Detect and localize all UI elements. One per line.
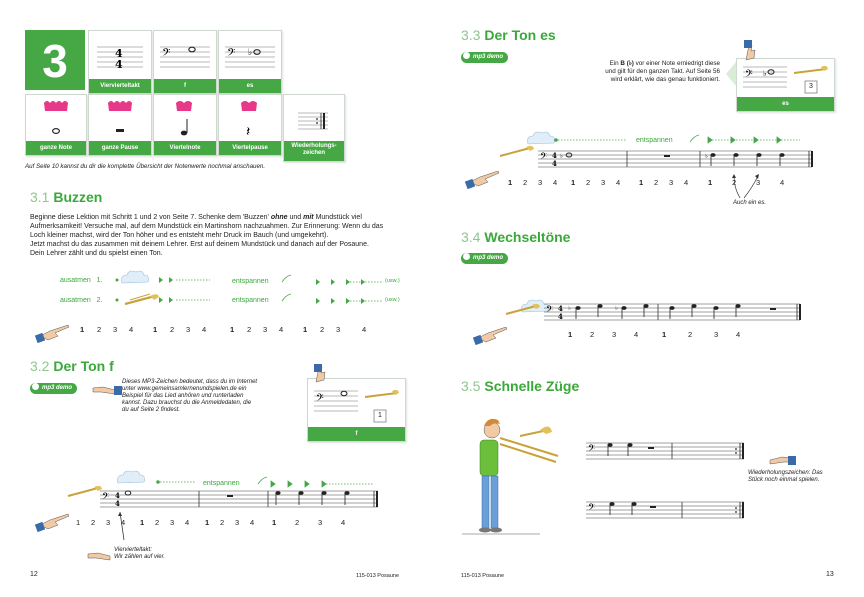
section-3-3-heading: 3.3 Der Ton es — [461, 27, 556, 43]
auch-ein-es-note: Auch ein es. — [733, 200, 767, 206]
svg-text:𝄢: 𝄢 — [745, 68, 753, 82]
buzz-row1-label: ausatmen 1. — [60, 277, 103, 284]
card-label: es — [737, 97, 834, 111]
mp3-demo-badge[interactable]: mp3 demo — [461, 253, 508, 264]
overview-caption: Auf Seite 10 kannst du dir die komplette Übersicht der Notenwerte nochmal anschauen. — [25, 163, 266, 170]
svg-text:4: 4 — [115, 499, 120, 508]
repeat-sign-note: Wiederholungszeichen: Das Stück noch einmal spielen. — [748, 470, 823, 483]
boy-with-trombone-illustration — [462, 419, 558, 534]
mp3-demo-badge[interactable]: mp3 demo — [30, 383, 77, 394]
section-3-4-heading: 3.4 Wechseltöne — [461, 229, 571, 245]
svg-text:𝄢: 𝄢 — [588, 502, 596, 515]
card-label: ganze Note — [26, 141, 86, 155]
viervierteltakt-note: Viervierteltakt: Wir zählen auf vier. — [114, 547, 166, 560]
section-3-5-heading: 3.5 Schnelle Züge — [461, 378, 580, 394]
mp3-demo-badge[interactable]: mp3 demo — [461, 52, 508, 63]
section-3-1-heading: 3.1 Buzzen — [30, 189, 103, 205]
card-label: es — [219, 79, 281, 93]
svg-text:4: 4 — [115, 491, 120, 500]
buzz-etc-2: (usw.) — [385, 297, 400, 303]
svg-text:♭: ♭ — [568, 305, 571, 312]
svg-text:𝄢: 𝄢 — [162, 47, 171, 62]
buzz-relax-2: entspannen — [232, 297, 269, 304]
card-label: Viervierteltakt — [89, 79, 151, 93]
svg-text:𝄽: 𝄽 — [246, 124, 251, 140]
svg-text:𝄢: 𝄢 — [227, 47, 236, 62]
svg-text:♭: ♭ — [560, 153, 563, 160]
svg-text:♭: ♭ — [705, 153, 708, 160]
flat-info-text: Ein B (♭) vor einer Note erniedrigt diese und gilt für den ganzen Takt. Auf Seite 56 wird erklärt, wie das genau funktioniert. — [605, 60, 720, 83]
chapter-number: 3 — [25, 30, 85, 90]
card-label: Viertelpause — [219, 141, 281, 155]
svg-text:4: 4 — [552, 159, 557, 168]
svg-text:𝄢: 𝄢 — [540, 151, 548, 164]
section-3-1-text: Beginne diese Lektion mit Schritt 1 und 2 von Seite 7. Schenke dem 'Buzzen' ohne und mit Mundstück viel Aufmerksamkeit! Versuche mal, auf dem Mundstück ein Martinshorn nachzuahmen. Zur Erinnerung: Wenn du das Loch kleiner machst, wird der Ton höher und es entsteht mehr Druck im Bauch (und umgekehrt). Jetzt machst du das zusammen mit deinem Lehrer. Erst auf deinem Mundstück und danach auf der Posaune. Dein Lehrer zählt und du spielst einen Ton. — [30, 214, 384, 257]
buzz-relax-1: entspannen — [232, 278, 269, 285]
slide-position: 1 — [378, 412, 382, 419]
card-label: Wiederholungs- zeichen — [284, 141, 344, 161]
svg-text:♭: ♭ — [615, 305, 618, 312]
card-label: f — [154, 79, 216, 93]
footer-right: 115-013 Posaune — [461, 573, 505, 579]
svg-text:𝄢: 𝄢 — [316, 392, 324, 406]
svg-text:𝄢: 𝄢 — [546, 304, 554, 317]
svg-text:4: 4 — [552, 151, 557, 160]
svg-text:𝄢: 𝄢 — [588, 443, 596, 456]
page-number-left: 12 — [30, 571, 38, 578]
buzz-row2-label: ausatmen 2. — [60, 297, 103, 304]
section-3-2-heading: 3.2 Der Ton f — [30, 358, 114, 374]
mp3-info-text: Dieses MP3-Zeichen bedeutet, dass du im Internet unter www.gemeinsamlernenundspielen.de ein Beispiel für das Lied anhören und runterladen kannst. Dazu brauchst du die Anmeldedaten, die du auf Seite 2 findest. — [122, 379, 258, 413]
slide-position: 3 — [809, 83, 813, 90]
svg-text:♭: ♭ — [248, 48, 253, 58]
svg-text:4: 4 — [558, 312, 563, 321]
footer-left: 115-013 Posaune — [356, 573, 400, 579]
svg-text:4: 4 — [115, 58, 123, 71]
card-label: Viertelnote — [154, 141, 216, 155]
relax-label-3-3: entspannen — [636, 137, 673, 144]
relax-label-3-2: entspannen — [203, 480, 240, 487]
svg-text:♭: ♭ — [763, 69, 767, 78]
svg-text:𝄢: 𝄢 — [102, 491, 110, 504]
buzz-etc-1: (usw.) — [385, 278, 400, 284]
page-number-right: 13 — [826, 571, 834, 578]
svg-text:4: 4 — [558, 304, 563, 313]
card-label: ganze Pause — [89, 141, 151, 155]
card-label: f — [308, 427, 405, 441]
svg-text:4: 4 — [115, 47, 123, 60]
